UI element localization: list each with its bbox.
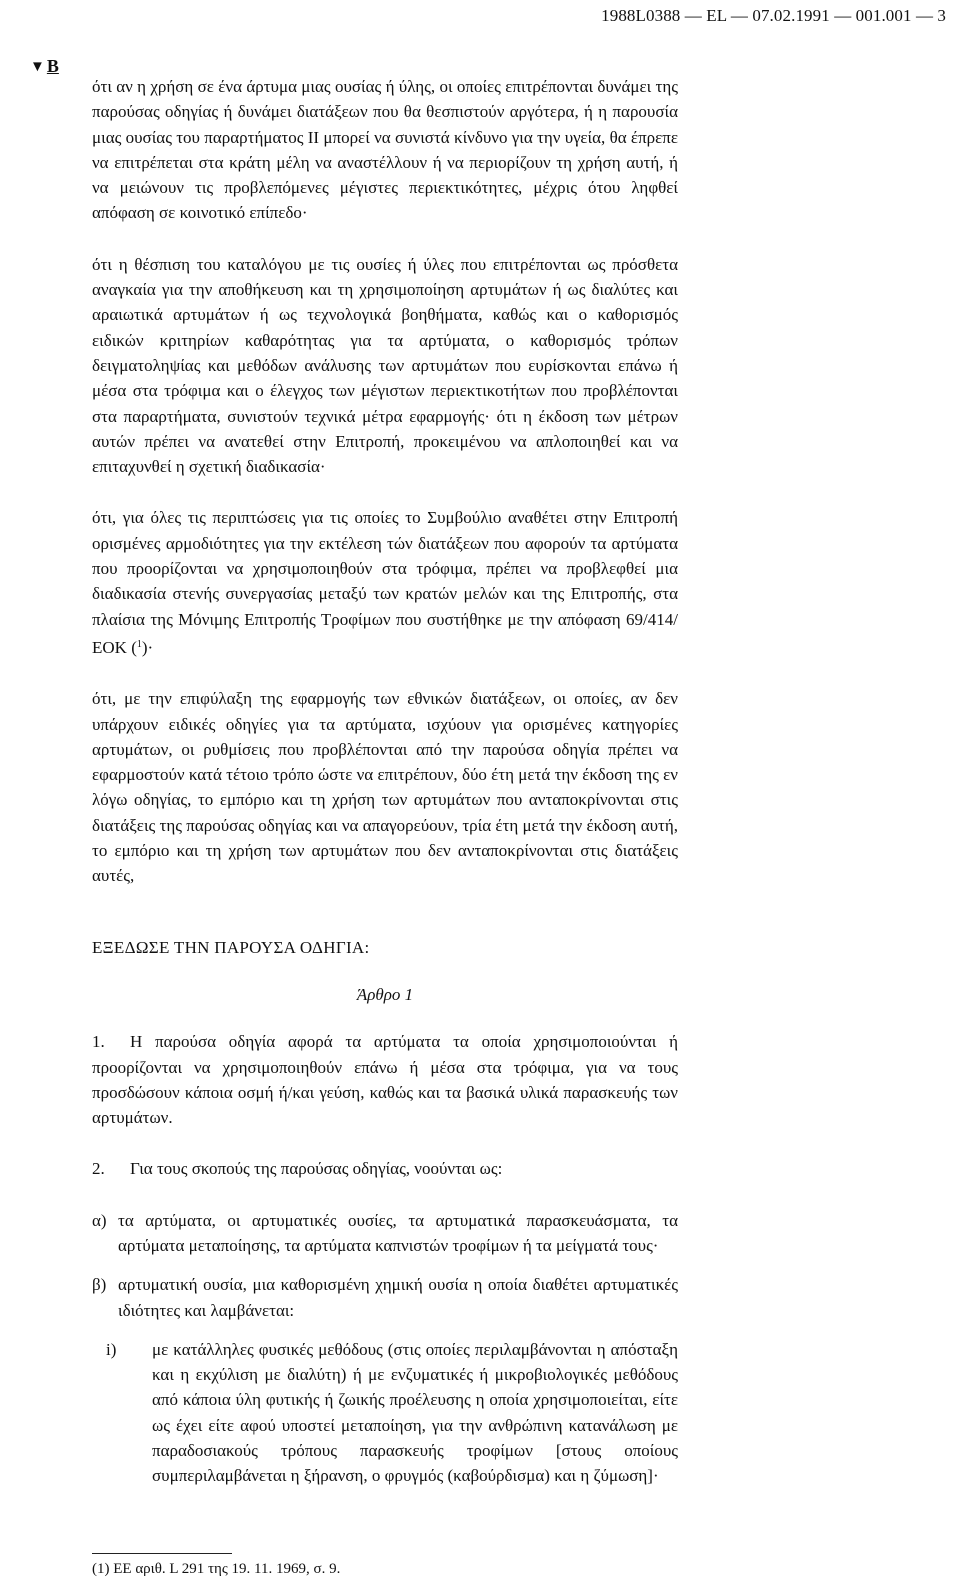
paragraph-text: Η παρούσα οδηγία αφορά τα αρτύματα τα οποία χρησιμοποιούνται ή προορίζονται να χρησιμοποιηθούν επάνω ή μέσα στα τρόφιμα, για να τους προσδώσουν κάποια οσμή ή/και γεύση, καθώς και τα βασικά υλικά παρασκευής των αρτυμάτων. xyxy=(92,1032,678,1128)
footnote-ref-open: ( xyxy=(131,637,137,657)
footnote-marker: (1) xyxy=(92,1561,110,1577)
recital-paragraph: ότι η θέσπιση του καταλόγου με τις ουσίες ή ύλες που επιτρέπονται ως πρόσθετα αναγκαία για την αποθήκευση και τη χρησιμοποίηση αρτυμάτων ή ως διαλύτες και αραιωτικά αρτυμάτων ή ως τεχνολογικά βοηθήματα, καθώς και ο καθορισμός ειδικών κριτηρίων καθαρότητας για τα αρτύματα, ο καθορισμός τρόπων δειγματοληψίας και μεθόδων ανάλυσης των αρτυμάτων που ευρίσκονται επάνω ή μέσα στα τρόφιμα και ο έλεγχος των μέγιστων περιεκτικοτήτων που προβλέπονται στα παραρτήματα, συνιστούν τεχνικά μέτρα εφαρμογής· ότι η έκδοση των μέτρων αυτών πρέπει να ανατεθεί στην Επιτροπή, προκειμένου να απλοποιηθεί και να επιταχυνθεί η σχετική διαδικασία· xyxy=(92,254,678,477)
article-title: Άρθρο 1 xyxy=(356,984,414,1004)
footnote-text: ΕΕ αριθ. L 291 της 19. 11. 1969, σ. 9. xyxy=(113,1561,341,1577)
footnote-divider xyxy=(92,1553,232,1554)
definition-subpoint-i xyxy=(92,1337,678,1489)
point-text: τα αρτύματα, οι αρτυματικές ουσίες, τα αρτυματικά παρασκευάσματα, τα αρτύματα μεταποίησης, τα αρτύματα καπνιστών τροφίμων ή τα μείγματά τους· xyxy=(118,1210,678,1255)
definition-point-b xyxy=(92,1272,678,1323)
footnote-ref-close: ) xyxy=(141,637,148,657)
enacting-formula: ΕΞΕΔΩΣΕ ΤΗΝ ΠΑΡΟΥΣΑ ΟΔΗΓΙΑ: xyxy=(92,937,370,957)
recital-text: ότι, για όλες τις περιπτώσεις για τις οποίες το Συμβούλιο αναθέτει στην Επιτροπή ορισμένες αρμοδιότητες για την εκτέλεση τών διατάξεων που αφορούν τα αρτύματα που προορίζονται να χρησιμοποιηθούν στα τρόφιμα, πρέπει να προβλεφθεί μια διαδικασία στενής συνεργασίας μεταξύ των κρατών μελών και της Επιτροπής, στα πλαίσια της Μόνιμης Επιτροπής Τροφίμων που συστήθηκε με την απόφαση 69/414/ΕΟΚ xyxy=(92,508,678,657)
subpoint-label: i) xyxy=(106,1339,117,1359)
recital-paragraph: ότι αν η χρήση σε ένα άρτυμα μιας ουσίας ή ύλης, οι οποίες επιτρέπονται δυνάμει της παρούσας οδηγίας ή δυνάμει διατάξεων που θα θεσπιστούν αργότερα, ή η παρουσία μιας ουσίας του παραρτήματος ΙΙ μπορεί να συνιστά κίνδυνο για την υγεία, θα έπρεπε να επιτρέπεται στα κράτη μέλη να αναστέλλουν ή να περιορίζουν τη χρήση αυτή, ή να μειώνουν τις προβλεπόμενες μέγιστες περιεκτικότητες, μέχρις ότου ληφθεί απόφαση σε κοινοτικό επίπεδο· xyxy=(92,77,678,223)
recital-paragraph xyxy=(92,505,678,660)
marker-letter: B xyxy=(46,56,59,76)
footnote xyxy=(92,1561,340,1578)
point-label: α) xyxy=(92,1210,107,1230)
paragraph-text: Για τους σκοπούς της παρούσας οδηγίας, νοούνται ως: xyxy=(130,1159,503,1179)
document-body xyxy=(92,74,678,1503)
footnote-ref-number: 1 xyxy=(136,638,142,650)
point-text: αρτυματική ουσία, μια καθορισμένη χημική ουσία η οποία διαθέτει αρτυματικές ιδιότητες και λαμβάνεται: xyxy=(118,1275,678,1320)
definition-point-a xyxy=(92,1208,678,1259)
article-paragraph-2 xyxy=(92,1156,678,1181)
paragraph-number: 2. xyxy=(92,1159,105,1179)
article-paragraph-1 xyxy=(92,1029,678,1130)
paragraph-number: 1. xyxy=(92,1032,105,1052)
document-reference-header: 1988L0388 — EL — 07.02.1991 — 001.001 — 3 xyxy=(601,6,946,25)
amendment-marker xyxy=(30,56,59,77)
triangle-down-icon: ▼ xyxy=(30,59,45,75)
point-label: β) xyxy=(92,1275,107,1295)
subpoint-text: με κατάλληλες φυσικές μεθόδους (στις οποίες περιλαμβάνονται η απόσταξη και η εκχύλιση με διαλύτη) ή με ενζυματικές ή μικροβιολογικές μεθόδους από κάποια ύλη φυτικής ή ζωικής προέλευσης η οποία χρησιμοποιείται, είτε ως έχει είτε αφού υποστεί μεταποίηση, για την ανθρώπινη κατανάλωση με παραδοσιακούς τρόπους παρασκευής τροφίμων [στους οποίους συμπεριλαμβάνεται η ξήρανση, ο φρυγμός (καβούρδισμα) και η ζύμωση]· xyxy=(152,1339,678,1486)
footnote-ref-tail: · xyxy=(147,637,154,657)
recital-paragraph: ότι, με την επιφύλαξη της εφαρμογής των εθνικών διατάξεων, οι οποίες, αν δεν υπάρχουν ειδικές οδηγίες για τα αρτύματα, ισχύουν για ορισμένες κατηγορίες αρτυμάτων, οι ρυθμίσεις που προβλέπονται από την παρούσα οδηγία πρέπει να εφαρμοστούν κατά τέτοιο τρόπο ώστε να επιτρέπουν, δύο έτη μετά την έκδοση της εν λόγω οδηγίας, το εμπόριο και τη χρήση των αρτυμάτων που ανταποκρίνονται στις διατάξεις της παρούσας οδηγίας και να απαγορεύουν, τρία έτη μετά την έκδοση αυτή, το εμπόριο και τη χρήση των αρτυμάτων που δεν ανταποκρίνονται στις διατάξεις αυτές, xyxy=(92,689,678,886)
